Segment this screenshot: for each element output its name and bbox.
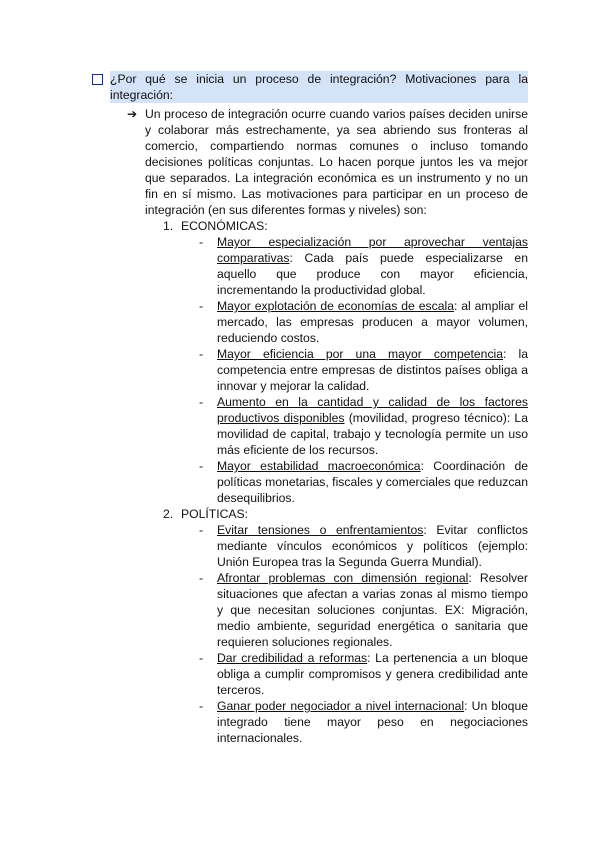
section-title: POLÍTICAS: (181, 507, 249, 521)
item-term: Mayor eficiencia por una mayor competencia (217, 347, 504, 361)
dash-bullet: - (199, 699, 204, 713)
item-desc: : Un bloque integrado tiene mayor peso en negociaciones internacionales. (217, 699, 528, 745)
item-term: Ganar poder negociador a nivel internacional (217, 699, 465, 713)
section-title: ECONÓMICAS: (181, 219, 268, 233)
dash-bullet: - (199, 395, 204, 409)
section-heading (92, 71, 528, 103)
list-item (199, 698, 528, 746)
dash-bullet: - (199, 523, 204, 537)
item-desc: (movilidad, progreso técnico): La movilidad de capital, trabajo y tecnología permite un uso más eficiente de los recursos. (217, 411, 528, 457)
item-term: Aumento en la cantidad y calidad de los factores productivos disponibles (217, 395, 528, 425)
list-item (199, 570, 528, 650)
item-desc: : Resolver situaciones que afectan a varias zonas al mismo tiempo y que necesitan soluciones conjuntas. EX: Migración, medio ambiente, seguridad energética o sanitaria que requieren soluciones regionales. (217, 571, 528, 649)
list-item (199, 234, 528, 298)
section-number: 2. (163, 507, 174, 521)
dash-bullet: - (199, 651, 204, 665)
section-economicas (163, 218, 268, 234)
item-term: Dar credibilidad a reformas (217, 651, 368, 665)
item-term: Mayor estabilidad macroeconómica (217, 459, 421, 473)
dash-bullet: - (199, 459, 204, 473)
item-term: Mayor especialización por aprovechar ventajas comparativas (217, 235, 528, 265)
dash-bullet: - (199, 571, 204, 585)
dash-bullet: - (199, 299, 204, 313)
item-desc: : la competencia entre empresas de distintos países obliga a innovar y mejorar la calidad. (217, 347, 528, 393)
list-item (199, 650, 528, 698)
list-item (199, 346, 528, 394)
item-desc: : Cada país puede especializarse en aquello que produce con mayor eficiencia, incrementando la productividad global. (217, 251, 528, 297)
item-term: Evitar tensiones o enfrentamientos (217, 523, 424, 537)
intro-paragraph (127, 106, 528, 218)
list-item (199, 298, 528, 346)
list-item (199, 458, 528, 506)
list-item (199, 394, 528, 458)
item-term: Mayor explotación de economías de escala (217, 299, 454, 313)
item-desc: : Evitar conflictos mediante vínculos económicos y políticos (ejemplo: Unión Europea tras la Segunda Guerra Mundial). (217, 523, 528, 569)
dash-bullet: - (199, 347, 204, 361)
item-desc: : La pertenencia a un bloque obliga a cumplir compromisos y genera credibilidad ante terceros. (217, 651, 529, 697)
section-politicas (163, 506, 248, 522)
arrow-bullet-icon: ➔ (127, 107, 138, 121)
checkbox-icon[interactable] (92, 74, 103, 85)
section-number: 1. (163, 219, 174, 233)
intro-text: Un proceso de integración ocurre cuando varios países deciden unirse y colaborar más estrechamente, ya sea abriendo sus fronteras al comercio, compartiendo normas comunes o incluso tomando decisiones políticas conjuntas. Lo hacen porque juntos les va mejor que separados. La integración económica es un instrumento y no un fin en sí mismo. Las motivaciones para participar en un proceso de integración (en sus diferentes formas y niveles) son: (145, 107, 528, 217)
item-term: Afrontar problemas con dimensión regional (217, 571, 469, 585)
dash-bullet: - (199, 235, 204, 249)
heading-text: ¿Por qué se inicia un proceso de integración? Motivaciones para la integración: (110, 72, 528, 102)
item-desc: : al ampliar el mercado, las empresas producen a mayor volumen, reduciendo costos. (217, 299, 528, 345)
list-item (199, 522, 528, 570)
item-desc: : Coordinación de políticas monetarias, fiscales y comerciales que reduzcan desequilibrios. (217, 459, 528, 505)
